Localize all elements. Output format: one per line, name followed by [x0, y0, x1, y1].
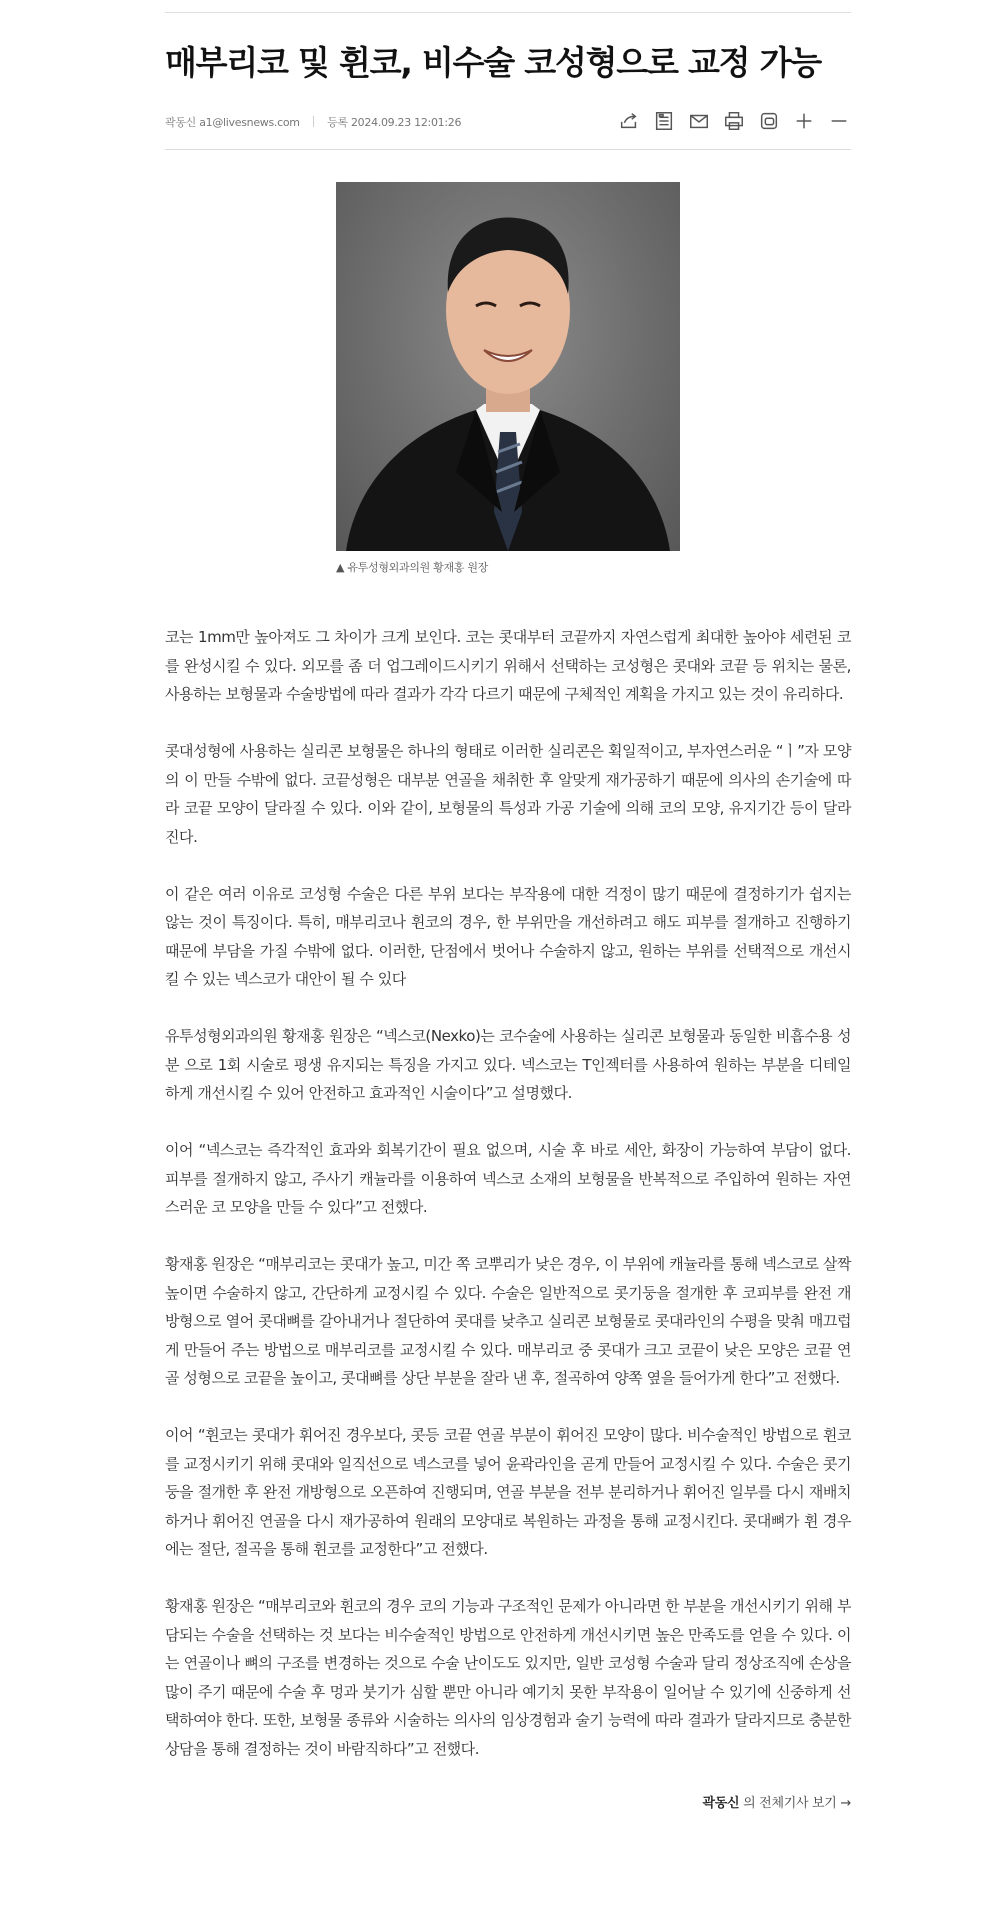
share-icon[interactable] — [617, 109, 641, 133]
article-figure — [165, 182, 851, 575]
article-tools — [617, 109, 851, 133]
paragraph: 이어 “넥스코는 즉각적인 효과와 회복기간이 필요 없으며, 시술 후 바로 세안, 화장이 가능하여 부담이 없다. 피부를 절개하지 않고, 주사기 캐뉼라를 이용하여 넥스코 소재의 보형물을 반복적으로 주입하여 원하는 자연스러운 코 모양을 만들 수 있다”고 전했다. — [165, 1141, 851, 1216]
font-minus-icon[interactable] — [827, 109, 851, 133]
paragraph: 유투성형외과의원 황재홍 원장은 “넥스코(Nexko)는 코수술에 사용하는 실리콘 보형물과 동일한 비흡수용 성분 으로 1회 시술로 평생 유지되는 특징을 가지고 있다. 넥스코는 T인젝터를 사용하여 원하는 부분을 디테일하게 개선시킬 수 있어 안전하고 효과적인 시술이다”고 설명했다. — [165, 1027, 851, 1102]
paragraph: 황재홍 원장은 “매부리코와 휜코의 경우 코의 기능과 구조적인 문제가 아니라면 한 부분을 개선시키기 위해 부담되는 수술을 선택하는 것 보다는 비수술적인 방법으로 안전하게 개선시키면 높은 만족도를 얻을 수 있다. 이는 연골이나 뼈의 구조를 변경하는 것으로 수술 난이도도 있지만, 일반 코성형 수술과 달리 정상조직에 손상을 많이 주기 때문에 수술 후 멍과 붓기가 심할 뿐만 아니라 예기치 못한 부작용이 일어날 수 있기에 신중하게 선택하여야 한다. 또한, 보형물 종류와 시술하는 의사의 임상경험과 술기 능력에 따라 결과가 달라지므로 충분한 상담을 통해 결정하는 것이 바람직하다”고 전했다. — [165, 1597, 851, 1758]
byline — [165, 114, 461, 130]
author-articles-link[interactable] — [165, 1792, 851, 1811]
paragraph: 황재홍 원장은 “매부리코는 콧대가 높고, 미간 쪽 코뿌리가 낮은 경우, 이 부위에 캐뉼라를 통해 넥스코로 살짝 높이면 수술하지 않고, 간단하게 교정시킬 수 있다. 수술은 일반적으로 콧기둥을 절개한 후 코피부를 완전 개방형으로 열어 콧대뼈를 갈아내거나 절단하여 콧대를 낮추고 실리콘 보형물로 콧대라인의 수평을 맞춰 매끄럽게 만들어 주는 방법으로 매부리코를 교정시킬 수 있다. 매부리코 중 콧대가 크고 코끝이 낮은 모양은 코끝 연골 성형으로 코끝을 높이고, 콧대뼈를 상단 부분을 잘라 낸 후, 절곡하여 양쪽 옆을 들어가게 한다”고 전했다. — [165, 1255, 851, 1387]
portrait-illustration — [336, 182, 680, 551]
article-meta — [165, 109, 851, 135]
author-name: 곽동신 — [165, 116, 196, 129]
print-icon[interactable] — [722, 109, 746, 133]
figure-caption: ▲ 유투성형외과의원 황재홍 원장 — [336, 561, 488, 574]
author-email[interactable]: a1@livesnews.com — [199, 116, 300, 129]
paragraph: 이어 “휜코는 콧대가 휘어진 경우보다, 콧등 코끝 연골 부분이 휘어진 모양이 많다. 비수술적인 방법으로 휜코를 교정시키기 위해 콧대와 일직선으로 넥스코를 넣어 윤곽라인을 곧게 만들어 교정시킬 수 있다. 수술은 콧기둥을 절개한 후 완전 개방형으로 오픈하여 진행되며, 연골 부분을 전부 분리하거나 휘어진 일부를 다시 재배치하거나 휘어진 연골을 다시 재가공하여 원래의 모양대로 복원하는 과정을 통해 교정시킨다. 콧대뼈가 휜 경우에는 절단, 절곡을 통해 휜코를 교정한다”고 전했다. — [165, 1426, 851, 1558]
more-author: 곽동신 — [702, 1795, 740, 1811]
copy-icon[interactable] — [757, 109, 781, 133]
more-label: 의 전체기사 보기 → — [743, 1795, 851, 1811]
top-divider — [165, 12, 851, 13]
mail-icon[interactable] — [687, 109, 711, 133]
article-body — [165, 623, 851, 1763]
portrait-photo — [336, 182, 680, 551]
article-container — [165, 0, 851, 1811]
paragraph: 이 같은 여러 이유로 코성형 수술은 다른 부위 보다는 부작용에 대한 걱정이 많기 때문에 결정하기가 쉽지는 않는 것이 특징이다. 특히, 매부리코나 휜코의 경우, 한 부위만을 개선하려고 해도 피부를 절개하고 진행하기 때문에 부담을 가질 수밖에 없다. 이러한, 단점에서 벗어나 수술하지 않고, 원하는 부위를 선택적으로 개선시킬 수 있는 넥스코가 대안이 될 수 있다 — [165, 884, 851, 988]
meta-divider — [165, 149, 851, 150]
meta-separator — [313, 116, 314, 127]
publish-date: 등록 2024.09.23 12:01:26 — [327, 116, 462, 129]
paragraph: 콧대성형에 사용하는 실리콘 보형물은 하나의 형태로 이러한 실리콘은 획일적이고, 부자연스러운 “ㅣ”자 모양의 이 만들 수밖에 없다. 코끝성형은 대부분 연골을 채취한 후 알맞게 재가공하기 때문에 의사의 손기술에 따라 코끝 모양이 달라질 수 있다. 이와 같이, 보형물의 특성과 가공 기술에 의해 코의 모양, 유지기간 등이 달라진다. — [165, 742, 851, 846]
article-title: 매부리코 및 휜코, 비수술 코성형으로 교정 가능 — [165, 43, 821, 82]
font-plus-icon[interactable] — [792, 109, 816, 133]
article-icon[interactable] — [652, 109, 676, 133]
paragraph: 코는 1mm만 높아져도 그 차이가 크게 보인다. 코는 콧대부터 코끝까지 자연스럽게 최대한 높아야 세련된 코를 완성시킬 수 있다. 외모를 좀 더 업그레이드시키기 위해서 선택하는 코성형은 콧대와 코끝 등 위치는 물론, 사용하는 보형물과 수술방법에 따라 결과가 각각 다르기 때문에 구체적인 계획을 가지고 있는 것이 유리하다. — [165, 628, 851, 703]
